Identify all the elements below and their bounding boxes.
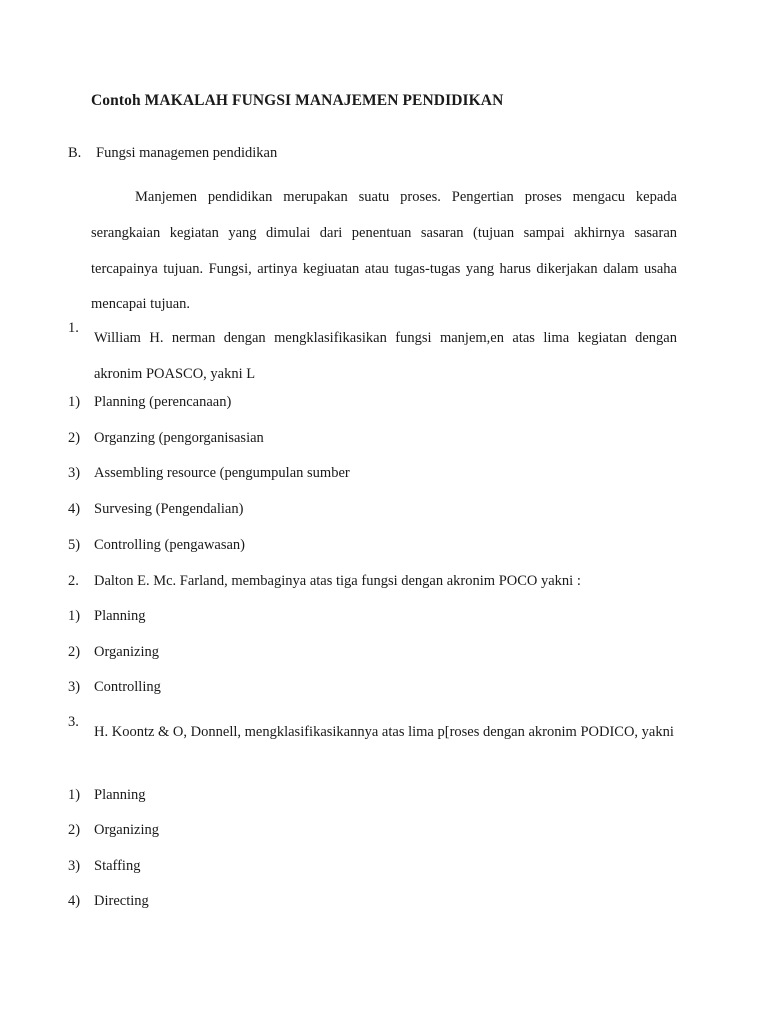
section-marker: B. [68,145,82,161]
list-number: 1. [68,320,79,336]
list-number: 3) [68,465,81,481]
list-number: 2) [68,644,81,660]
list-number: 1) [68,608,81,624]
list-text: Controlling (pengawasan) [94,537,246,553]
list-number: 1) [68,787,81,803]
list-number: 3. [68,714,79,730]
list-text: Organizing [94,822,159,838]
list-text: Assembling resource (pengumpulan sumber [94,465,350,481]
list-text: H. Koontz & O, Donnell, mengklasifikasikannya atas lima p[roses dengan akronim PODICO, yakni [94,724,674,740]
list-text: William H. nerman dengan mengklasifikasikan fungsi manjem,en atas lima kegiatan dengan akronim POASCO, yakni L [94,330,677,382]
list-number: 4) [68,893,81,909]
list-number: 3) [68,679,81,695]
list-number: 2) [68,430,81,446]
list-text: Planning [94,608,146,624]
list-number: 1) [68,394,81,410]
list-number: 3) [68,858,81,874]
list-number: 2) [68,822,81,838]
list-text: Organzing (pengorganisasian [94,430,264,446]
list-text: Dalton E. Mc. Farland, membaginya atas tiga fungsi dengan akronim POCO yakni : [94,573,581,589]
list-number: 5) [68,537,81,553]
document-title: Contoh MAKALAH FUNGSI MANAJEMEN PENDIDIKAN [91,92,504,109]
list-text: Survesing (Pengendalian) [94,501,244,517]
list-text: Staffing [94,858,141,874]
list-text: Controlling [94,679,161,695]
list-text: Planning [94,787,146,803]
intro-paragraph: Manjemen pendidikan merupakan suatu proses. Pengertian proses mengacu kepada serangkaian kegiatan yang dimulai dari penentuan sasaran (tujuan sampai akhirnya sasaran tercapainya tujuan. Fungsi, artinya kegiuatan atau tugas-tugas yang harus dikerjakan dalam usaha mencapai tujuan. [91,189,677,313]
list-number: 2. [68,573,79,589]
list-text: Planning (perencanaan) [94,394,232,410]
section-title: Fungsi managemen pendidikan [96,145,278,161]
list-number: 4) [68,501,81,517]
list-text: Organizing [94,644,159,660]
list-text: Directing [94,893,149,909]
